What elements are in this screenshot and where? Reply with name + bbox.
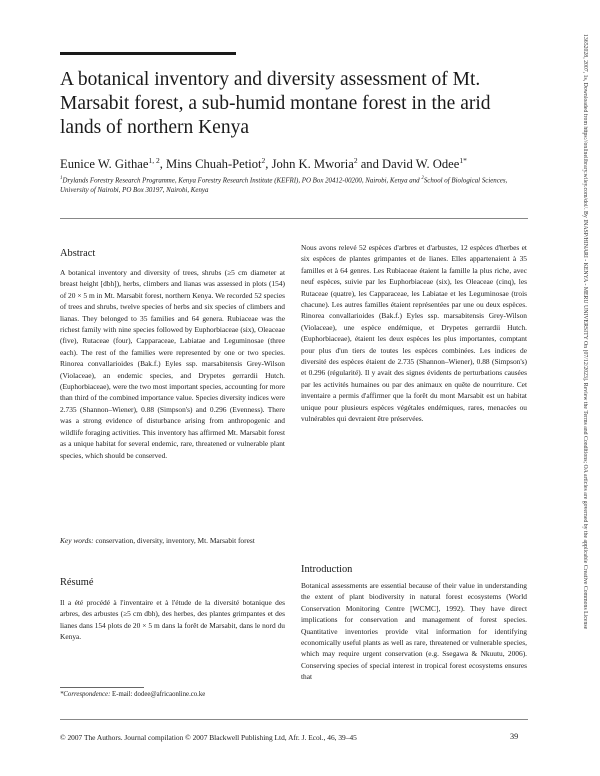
author-name: Mins Chuah-Petiot <box>166 157 262 172</box>
author-separator: , <box>265 157 272 172</box>
header-rule <box>60 52 236 55</box>
resume-heading: Résumé <box>60 577 94 588</box>
resume-text-left: Il a été procédé à l'inventaire et à l'étude de la diversité botanique des arbres, des arbustes (≥5 cm dbh), des herbes, des plantes grimpantes et des lianes dans 154 plots de 20 × 5 m dans la forêt de Marsabit, dans le nord du Kenya. <box>60 598 285 642</box>
resume-text-right: Nous avons relevé 52 espèces d'arbres et d'arbustes, 12 espèces d'herbes et six espèces de plantes grimpantes et de lianes. Elles appartenaient à 35 familles et à 64 genres. Les Rubiaceae étaient la famille la plus riche, avec neuf espèces, suivie par les Euphorbiaceae (six), les Oleaceae (cinq), les Rutaceae (quatre), les Capparaceae, les Labiatae et les Leguminosae (trois chacune). Les autres familles étaient représentées par une ou deux espèces. Rinorea convallarioides (Bak.f.) Eyles ssp. marsabitensis Grey-Wilson (Violaceae), une espèce endémique, et Drypetes gerrardii Hutch. (Euphorbiaceae), étaient les deux espèces les plus importantes, comptant pour plus d'un tiers de toutes les espèces combinées. Les indices de diversité des espèces étaient de 2.735 (Shannon–Wiener), 0.88 (Simpson's) et 0.296 (régularité). Il y avait des signes évidents de perturbations causées par les activités humaines ou par des animaux en quête de nourriture. Cet inventaire a permis d'affirmer que la forêt du mont Marsabit est un habitat unique pour plusieurs espèces végétales endémiques, rares, menacées ou vulnérables qui devraient être préservées. <box>301 243 527 424</box>
resume-body-left <box>60 597 285 655</box>
author-name: David W. Odee <box>382 157 460 172</box>
correspondence-footnote <box>60 690 205 700</box>
affiliations <box>60 174 530 196</box>
page-number: 39 <box>510 732 519 741</box>
affil-text: School of Biological Sciences, University of Nairobi, PO Box 30197, Nairobi, Kenya <box>60 177 508 195</box>
affil-mark: 2 <box>421 176 424 181</box>
article-title: A botanical inventory and diversity assessment of Mt. Marsabit forest, a sub-humid montane forest in the arid lands of northern Kenya <box>60 69 491 138</box>
keywords <box>60 535 285 546</box>
abstract-heading: Abstract <box>60 248 96 259</box>
author-name: John K. Mworia <box>271 157 354 172</box>
resume-body-right <box>301 242 527 492</box>
author-affil-mark: 1* <box>459 156 467 165</box>
abstract-text: A botanical inventory and diversity of trees, shrubs (≥5 cm diameter at breast height [dbh]), herbs, climbers and lianas was assessed in plots (154) of 20 × 5 m in Mt. Marsabit forest, northern Kenya. We recorded 52 species of trees and shrubs, twelve species of herbs and six species of climbers and lianas. They belonged to 35 families and 64 genera. Rubiaceae was the richest family with nine species followed by Euphorbiaceae (six), Oleaceae (five), Rutaceae (four), Capparaceae, Labiatae and Leguminosae (three each). The rest of the families were represented by one or two species. Rinorea convallarioides (Bak.f.) Eyles ssp. marsabitensis Grey-Wilson (Violaceae), an endemic species, and Drypetes gerrardii Hutch. (Euphorbiaceae), were the two most important species, accounting for more than third of the combined importance value. Species diversity indices were 2.735 (Shannon–Wiener), 0.88 (Simpson's) and 0.296 (Evenness). There was a strong evidence of disturbance arising from anthropogenic and wildlife foraging activities. This inventory has affirmed Mt. Marsabit forest as a unique habitat for several endemic, rare, threatened or vulnerable plant species, which should be conserved. <box>60 268 285 460</box>
affil-text: Drylands Forestry Research Programme, Kenya Forestry Research Institute (KEFRI), PO Box 20412-00200, Nairobi, Kenya and <box>62 177 422 185</box>
author-name: Eunice W. Githae <box>60 157 149 172</box>
copyright-line: © 2007 The Authors. Journal compilation © 2007 Blackwell Publishing Ltd, Afr. J. Ecol., 46, 39–45 <box>60 733 357 742</box>
section-rule <box>60 218 528 219</box>
keywords-text: conservation, diversity, inventory, Mt. Marsabit forest <box>93 536 255 545</box>
footer-rule <box>60 719 528 720</box>
introduction-text: Botanical assessments are essential because of their value in understanding the extent of plant biodiversity in natural forest ecosystems (World Conservation Monitoring Centre [WCMC], 1992). They have direct implications for conservation and management of forest species. Quantitative inventories provide vital information for identifying economically useful plants as well as rare, threatened or vulnerable species, which may require urgent conservation (e.g. Ssegawa & Nkuutu, 2006). Conserving species of special interest in tropical forest ecosystems ensures that <box>301 581 527 682</box>
footnote-rule <box>60 687 144 688</box>
footnote-email: E-mail: dodee@africaonline.co.ke <box>110 691 206 698</box>
download-watermark: 13652028, 2007, 1s, Downloaded from https://onlinelibrary.wiley.com/doi/. By INASP/HINARI - KENYA - MERU UNIVERSITY On [07/12/2023]. Review the Terms and Conditions; OA articles are governed by the applicable Creative Commons License <box>582 34 588 630</box>
abstract-body <box>60 267 285 529</box>
footnote-label: *Correspondence: <box>60 691 111 698</box>
keywords-label: Key words: <box>60 536 94 545</box>
author-affil-mark: 1, 2 <box>148 156 160 165</box>
introduction-heading: Introduction <box>301 564 353 575</box>
affil-mark: 1 <box>60 176 63 181</box>
author-affil-mark: 2 <box>261 156 266 165</box>
author-and: and <box>357 157 383 172</box>
introduction-body <box>301 580 527 706</box>
author-separator: , <box>159 157 167 172</box>
author-affil-mark: 2 <box>353 156 358 165</box>
author-list <box>60 153 530 172</box>
